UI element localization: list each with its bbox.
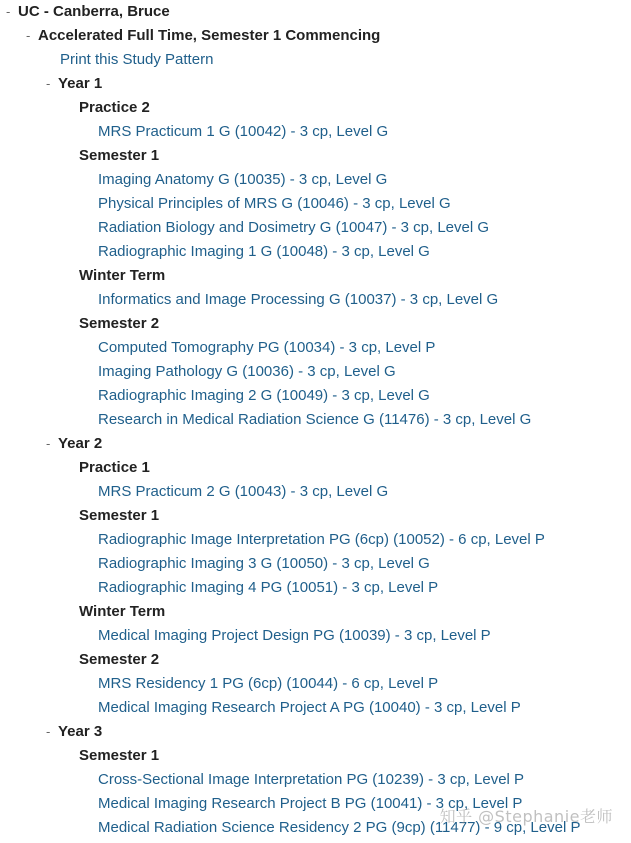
unit-link[interactable]: MRS Practicum 1 G (10042) - 3 cp, Level G bbox=[98, 123, 389, 140]
term-heading: Practice 1 bbox=[79, 459, 150, 476]
year-node[interactable] bbox=[46, 72, 102, 96]
unit-link[interactable]: Medical Radiation Science Residency 2 PG (9cp) (11477) - 9 cp, Level P bbox=[98, 819, 581, 836]
watermark: 知乎 @Stephanie老师 bbox=[439, 807, 613, 826]
unit-link[interactable]: Radiographic Imaging 4 PG (10051) - 3 cp, Level P bbox=[98, 579, 439, 596]
collapse-toggle-icon[interactable]: - bbox=[46, 436, 51, 451]
campus-title: UC - Canberra, Bruce bbox=[18, 3, 170, 20]
collapse-toggle-icon[interactable]: - bbox=[6, 4, 11, 19]
unit-link[interactable]: MRS Practicum 2 G (10043) - 3 cp, Level G bbox=[98, 483, 389, 500]
year-node[interactable] bbox=[46, 432, 102, 456]
pattern-node[interactable] bbox=[26, 24, 380, 48]
unit-link[interactable]: Radiographic Image Interpretation PG (6cp) (10052) - 6 cp, Level P bbox=[98, 531, 545, 548]
year-label: Year 2 bbox=[58, 435, 103, 452]
unit-link[interactable]: Cross-Sectional Image Interpretation PG (10239) - 3 cp, Level P bbox=[98, 771, 525, 788]
unit-link[interactable]: Informatics and Image Processing G (10037) - 3 cp, Level G bbox=[98, 291, 499, 308]
campus-node[interactable] bbox=[6, 0, 170, 24]
collapse-toggle-icon[interactable]: - bbox=[46, 76, 51, 91]
unit-link[interactable]: Radiation Biology and Dosimetry G (10047) - 3 cp, Level G bbox=[98, 219, 490, 236]
unit-link[interactable]: MRS Residency 1 PG (6cp) (10044) - 6 cp, Level P bbox=[98, 675, 439, 692]
term-heading: Winter Term bbox=[79, 603, 166, 620]
term-heading: Semester 1 bbox=[79, 507, 160, 524]
year-label: Year 1 bbox=[58, 75, 103, 92]
unit-link[interactable]: Medical Imaging Project Design PG (10039) - 3 cp, Level P bbox=[98, 627, 491, 644]
term-heading: Practice 2 bbox=[79, 99, 150, 116]
unit-link[interactable]: Computed Tomography PG (10034) - 3 cp, Level P bbox=[98, 339, 436, 356]
unit-link[interactable]: Research in Medical Radiation Science G (11476) - 3 cp, Level G bbox=[98, 411, 532, 428]
unit-link[interactable]: Radiographic Imaging 2 G (10049) - 3 cp, Level G bbox=[98, 387, 430, 404]
term-heading: Semester 1 bbox=[79, 147, 160, 164]
print-row bbox=[60, 48, 213, 72]
collapse-toggle-icon[interactable]: - bbox=[46, 724, 51, 739]
collapse-toggle-icon[interactable]: - bbox=[26, 28, 31, 43]
pattern-title: Accelerated Full Time, Semester 1 Commencing bbox=[38, 27, 381, 44]
term-heading: Semester 1 bbox=[79, 747, 160, 764]
print-study-pattern-link[interactable]: Print this Study Pattern bbox=[60, 51, 214, 68]
year-node[interactable] bbox=[46, 720, 102, 744]
unit-link[interactable]: Imaging Pathology G (10036) - 3 cp, Level G bbox=[98, 363, 396, 380]
unit-link[interactable]: Imaging Anatomy G (10035) - 3 cp, Level G bbox=[98, 171, 388, 188]
unit-link[interactable]: Medical Imaging Research Project A PG (10040) - 3 cp, Level P bbox=[98, 699, 521, 716]
unit-link[interactable]: Radiographic Imaging 3 G (10050) - 3 cp, Level G bbox=[98, 555, 430, 572]
unit-link[interactable]: Medical Imaging Research Project B PG (10041) - 3 cp, Level P bbox=[98, 795, 523, 812]
unit-link[interactable]: Physical Principles of MRS G (10046) - 3 cp, Level G bbox=[98, 195, 451, 212]
term-heading: Semester 2 bbox=[79, 651, 160, 668]
unit-link[interactable]: Radiographic Imaging 1 G (10048) - 3 cp, Level G bbox=[98, 243, 430, 260]
year-label: Year 3 bbox=[58, 723, 103, 740]
term-heading: Winter Term bbox=[79, 267, 166, 284]
term-heading: Semester 2 bbox=[79, 315, 160, 332]
